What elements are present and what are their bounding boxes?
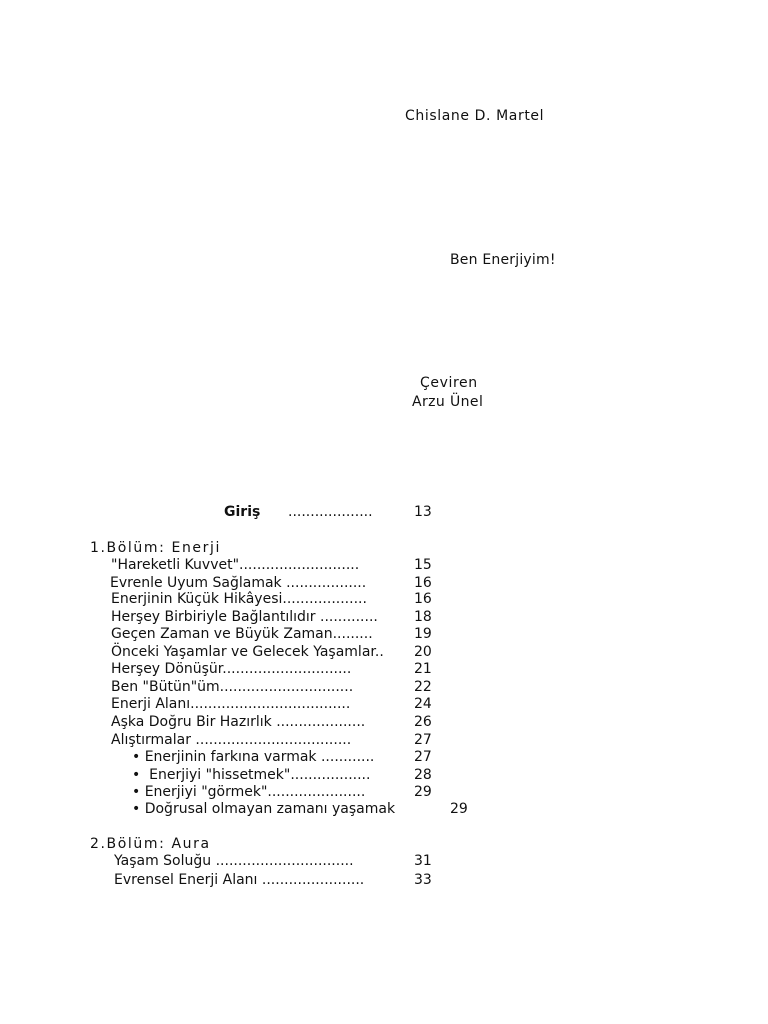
toc-entry-page: 18: [414, 609, 432, 625]
toc-intro-label: Giriş: [224, 504, 261, 520]
toc-entry-page: 22: [414, 679, 432, 695]
toc-entry-label: Alıştırmalar ...................................: [111, 732, 352, 748]
toc-exercise-page: 27: [414, 749, 432, 765]
toc-entry-page: 15: [414, 557, 432, 573]
toc-entry-label: Herşey Birbiriyle Bağlantılıdır .............: [111, 609, 378, 625]
toc-exercise-label: • Enerjiyi "hissetmek"..................: [132, 767, 371, 783]
author-name: Chislane D. Martel: [405, 108, 545, 124]
translator-name: Arzu Ünel: [412, 394, 484, 410]
toc-entry-label: Geçen Zaman ve Büyük Zaman.........: [111, 626, 373, 642]
toc-entry-label: Ben "Bütün"üm..............................: [111, 679, 354, 695]
toc-exercise-label: • Enerjiyi "görmek"......................: [132, 784, 366, 800]
toc-entry-label: Aşka Doğru Bir Hazırlık ....................: [111, 714, 366, 730]
section2-heading: 2.Bölüm: Aura: [90, 836, 211, 852]
toc-entry-label: Enerjinin Küçük Hikâyesi...................: [111, 591, 367, 607]
toc-intro-leader: ...................: [288, 504, 373, 520]
toc-entry-label: Herşey Dönüşür.............................: [111, 661, 352, 677]
toc-entry-label: Evrensel Enerji Alanı .......................: [114, 872, 365, 888]
toc-entry-page: 31: [414, 853, 432, 869]
translator-label: Çeviren: [420, 375, 478, 391]
toc-entry-label: Evrenle Uyum Sağlamak ..................: [110, 575, 367, 591]
toc-exercise-page: 28: [414, 767, 432, 783]
book-title: Ben Enerjiyim!: [450, 252, 556, 268]
toc-entry-label: Yaşam Soluğu ...............................: [114, 853, 354, 869]
section1-heading: 1.Bölüm: Enerji: [90, 540, 221, 556]
toc-exercise-page: 29: [414, 784, 432, 800]
toc-entry-page: 26: [414, 714, 432, 730]
toc-entry-page: 16: [414, 591, 432, 607]
toc-entry-page: 21: [414, 661, 432, 677]
toc-entry-page: 19: [414, 626, 432, 642]
toc-exercise-label: • Enerjinin farkına varmak ............: [132, 749, 375, 765]
toc-exercise-label: • Doğrusal olmayan zamanı yaşamak: [132, 801, 396, 817]
toc-exercise-page: 29: [450, 801, 468, 817]
toc-entry-page: 20: [414, 644, 432, 660]
toc-entry-page: 24: [414, 696, 432, 712]
toc-entry-page: 16: [414, 575, 432, 591]
toc-entry-page: 33: [414, 872, 432, 888]
toc-entry-label: "Hareketli Kuvvet"...........................: [111, 557, 360, 573]
toc-entry-page: 27: [414, 732, 432, 748]
toc-entry-label: Enerji Alanı....................................: [111, 696, 351, 712]
toc-entry-label: Önceki Yaşamlar ve Gelecek Yaşamlar..: [111, 644, 384, 660]
toc-intro-page: 13: [414, 504, 432, 520]
